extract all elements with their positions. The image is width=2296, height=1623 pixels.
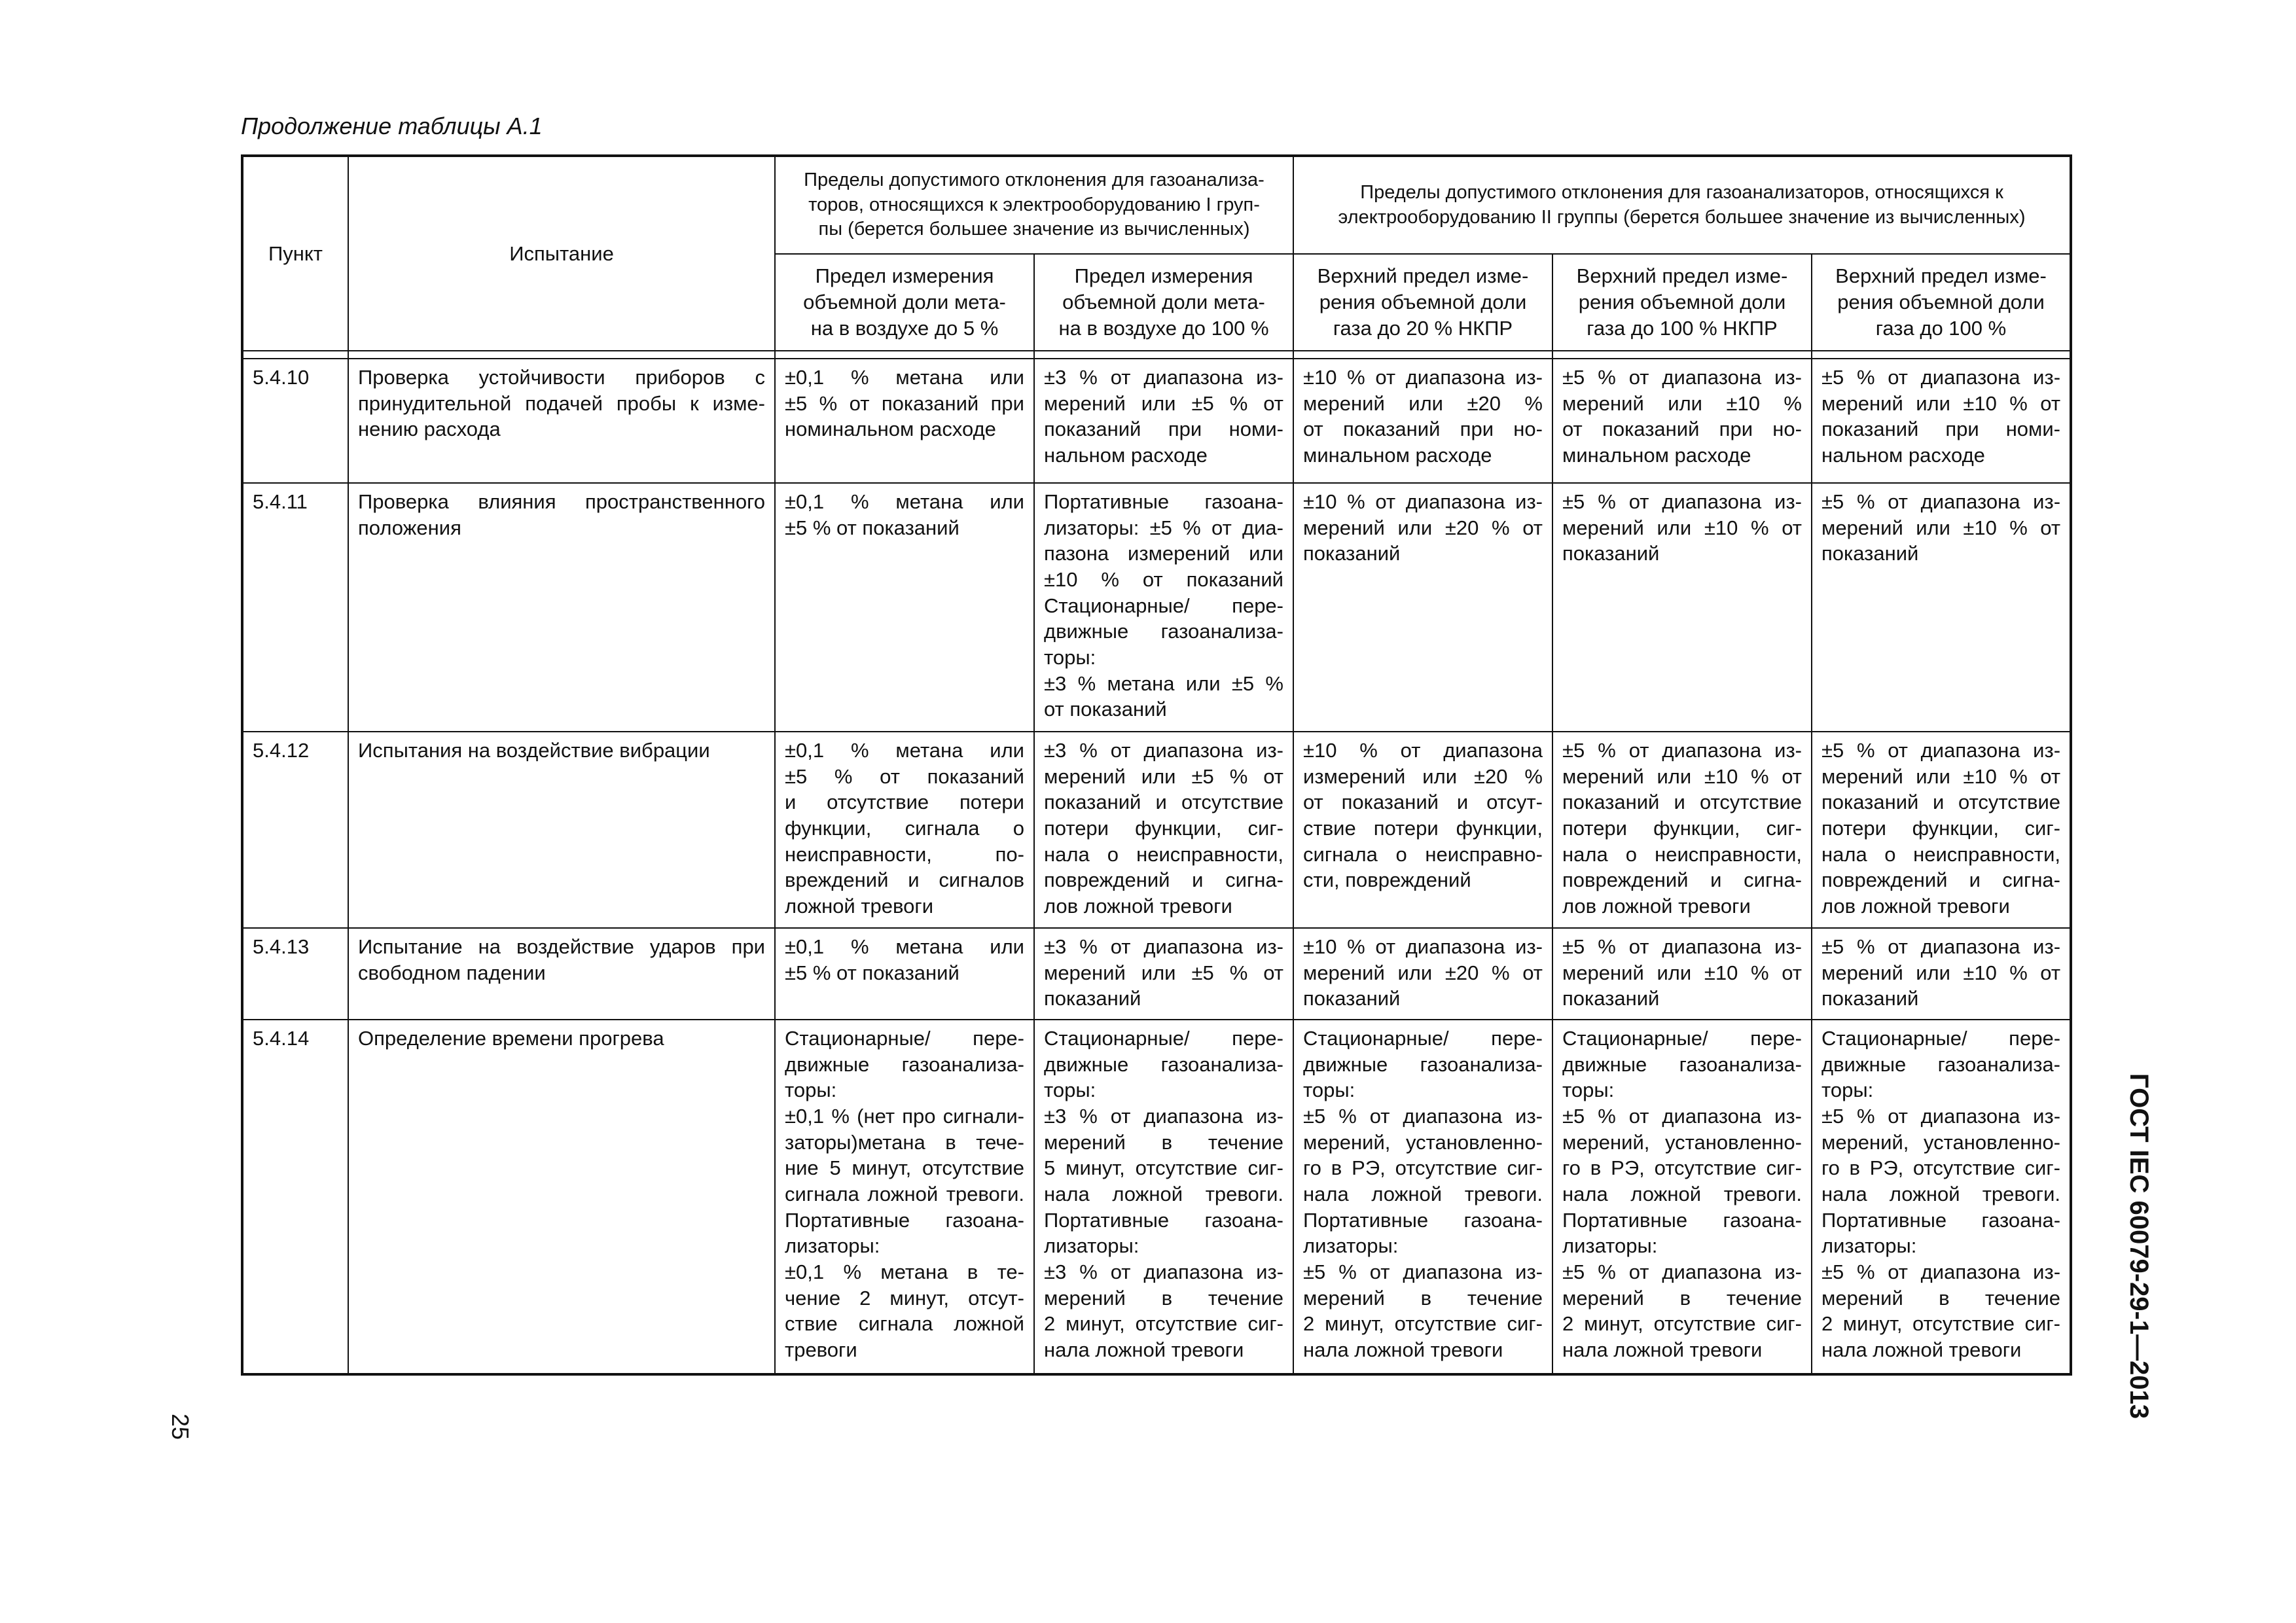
- cell-line: 2 минут, отсутствие сиг-: [1044, 1312, 1283, 1336]
- cell-line: нала ложной тревоги: [1562, 1338, 1763, 1362]
- cell-line: движные газоанализа-: [1562, 1052, 1802, 1076]
- cell-line: ±5 % от диапазона из-: [1821, 490, 2061, 513]
- cell-line: неисправности, по-: [785, 842, 1024, 866]
- cell-line: Предел измерения: [815, 264, 994, 288]
- cell-line: нальном расходе: [1044, 444, 1208, 467]
- cell-limit-5: [1812, 928, 2071, 1020]
- cell-line: показаний: [1303, 542, 1401, 565]
- cell-line: нению расхода: [358, 418, 501, 441]
- cell-line: лов ложной тревоги: [1044, 895, 1232, 918]
- cell-line: и отсутствие потери: [785, 791, 1024, 814]
- cell-line: мерений или ±10 % от: [1821, 516, 2061, 539]
- cell-line: показаний: [1821, 542, 1919, 565]
- cell-line: минальном расходе: [1562, 444, 1751, 467]
- cell-line: мерений, установленно-: [1821, 1130, 2061, 1154]
- cell-line: показаний: [1562, 987, 1660, 1010]
- cell-limit-5: [1812, 732, 2071, 928]
- cell-punkt: 5.4.14: [242, 1020, 348, 1374]
- table-caption: Продолжение таблицы А.1: [241, 113, 543, 139]
- cell-line: Проверка влияния пространственного: [358, 490, 765, 513]
- cell-line: объемной доли мета-: [803, 291, 1006, 314]
- cell-line: от показаний: [1044, 698, 1167, 721]
- cell-limit-1: [775, 732, 1034, 928]
- cell-line: ±0,1 % метана или: [785, 739, 1024, 762]
- cell-line: ±0,1 % (нет про сигнали-: [785, 1105, 1024, 1128]
- cell-line: ±0,1 % метана или: [785, 935, 1024, 958]
- cell-line: газа до 100 %: [1875, 316, 2007, 340]
- cell-line: ние 5 минут, отсутствие: [785, 1156, 1024, 1180]
- cell-line: мерений в течение: [1303, 1286, 1543, 1310]
- cell-line: ±10 % от диапазона из-: [1303, 366, 1543, 389]
- cell-limit-3: [1293, 732, 1552, 928]
- cell-line: Верхний предел изме-: [1576, 264, 1788, 288]
- cell-line: показаний: [1044, 987, 1141, 1010]
- cell-test: [348, 483, 775, 732]
- cell-line: потери функции, сиг-: [1562, 817, 1802, 840]
- cell-line: потери функции, сиг-: [1821, 817, 2061, 840]
- cell-line: электрооборудованию II группы (берется большее значение из вычисленных): [1338, 206, 2026, 228]
- cell-line: нала ложной тревоги: [1821, 1338, 2022, 1362]
- cell-test: [348, 359, 775, 483]
- cell-test: [348, 1020, 775, 1374]
- cell-line: го в РЭ, отсутствие сиг-: [1562, 1156, 1802, 1180]
- cell-line: Пределы допустимого отклонения для газоанализа-: [804, 169, 1265, 190]
- cell-line: сигнала о неисправно-: [1303, 842, 1543, 866]
- header-punkt: Пункт: [242, 156, 348, 351]
- cell-line: показаний: [1821, 987, 1919, 1010]
- cell-line: показаний и отсутствие: [1562, 791, 1802, 814]
- cell-line: минальном расходе: [1303, 444, 1492, 467]
- cell-limit-3: [1293, 928, 1552, 1020]
- cell-line: мерений или ±10 %: [1562, 391, 1802, 415]
- cell-line: ±5 % от диапазона из-: [1303, 1105, 1543, 1128]
- cell-line: Пределы допустимого отклонения для газоанализаторов, относящихся к: [1360, 181, 2003, 203]
- cell-line: ±5 % от диапазона из-: [1562, 1105, 1802, 1128]
- cell-line: Верхний предел изме-: [1835, 264, 2047, 288]
- cell-limit-3: [1293, 1020, 1552, 1374]
- cell-line: торов, относящихся к электрооборудованию I груп-: [808, 194, 1260, 215]
- cell-line: мерений или ±20 % от: [1303, 961, 1543, 984]
- cell-line: Стационарные/ пере-: [785, 1027, 1024, 1050]
- cell-line: тревоги: [785, 1338, 857, 1362]
- cell-line: газа до 100 % НКПР: [1587, 316, 1778, 340]
- cell-line: сигнала ложной тревоги.: [785, 1183, 1024, 1206]
- subheader-1: [775, 254, 1034, 351]
- cell-punkt: 5.4.12: [242, 732, 348, 928]
- cell-line: ±5 % от диапазона из-: [1821, 1260, 2061, 1284]
- cell-limit-1: [775, 359, 1034, 483]
- cell-line: мерений или ±5 % от: [1044, 764, 1283, 788]
- cell-line: Портативные газоана-: [1044, 1208, 1283, 1232]
- cell-line: ±5 % от показаний: [785, 961, 960, 984]
- cell-limit-1: [775, 928, 1034, 1020]
- cell-line: ложной тревоги: [785, 895, 934, 918]
- cell-line: измерений или ±20 %: [1303, 764, 1543, 788]
- cell-line: нала ложной тревоги.: [1044, 1183, 1283, 1206]
- cell-line: Верхний предел изме-: [1317, 264, 1529, 288]
- cell-line: Испытания на воздействие вибрации: [358, 739, 710, 762]
- cell-limit-5: [1812, 483, 2071, 732]
- cell-limit-4: [1552, 1020, 1812, 1374]
- cell-line: нала о неисправности,: [1044, 842, 1283, 866]
- cell-line: лизаторы:: [1821, 1234, 1917, 1258]
- cell-line: показаний и отсутствие: [1044, 791, 1283, 814]
- page-number: 25: [167, 1414, 194, 1440]
- cell-line: ±5 % от диапазона из-: [1562, 366, 1802, 389]
- cell-line: ±3 % от диапазона из-: [1044, 1105, 1283, 1128]
- cell-line: ±5 % от диапазона из-: [1303, 1260, 1543, 1284]
- cell-line: номинальном расходе: [785, 418, 996, 441]
- cell-line: мерений, установленно-: [1562, 1130, 1802, 1154]
- cell-line: Портативные газоана-: [1044, 490, 1283, 513]
- cell-line: от показаний при но-: [1562, 418, 1802, 441]
- cell-limit-1: [775, 483, 1034, 732]
- cell-line: ±5 % от диапазона из-: [1562, 935, 1802, 958]
- cell-line: функции, сигнала о: [785, 817, 1024, 840]
- cell-line: Портативные газоана-: [1562, 1208, 1802, 1232]
- cell-limit-2: [1034, 732, 1293, 928]
- cell-line: на в воздухе до 100 %: [1058, 316, 1269, 340]
- cell-limit-2: [1034, 928, 1293, 1020]
- table-row: [242, 732, 2071, 928]
- cell-punkt: 5.4.11: [242, 483, 348, 732]
- cell-line: показаний: [1562, 542, 1660, 565]
- cell-line: лизаторы:: [785, 1234, 880, 1258]
- cell-line: повреждений и сигна-: [1044, 868, 1283, 892]
- document-code: ГОСТ IEC 60079-29-1—2013: [2125, 1073, 2153, 1419]
- header-test: Испытание: [348, 156, 775, 351]
- cell-line: показаний при номи-: [1044, 418, 1283, 441]
- cell-line: торы:: [1044, 1079, 1096, 1102]
- cell-line: торы:: [1562, 1079, 1615, 1102]
- cell-limit-3: [1293, 483, 1552, 732]
- cell-line: показаний: [1303, 987, 1401, 1010]
- cell-line: мерений или ±10 % от: [1562, 516, 1802, 539]
- cell-line: нала ложной тревоги.: [1821, 1183, 2061, 1206]
- cell-line: лов ложной тревоги: [1562, 895, 1751, 918]
- cell-line: 2 минут, отсутствие сиг-: [1303, 1312, 1543, 1336]
- cell-line: газа до 20 % НКПР: [1333, 316, 1513, 340]
- cell-line: мерений или ±20 % от: [1303, 516, 1543, 539]
- cell-limit-3: [1293, 359, 1552, 483]
- cell-limit-5: [1812, 1020, 2071, 1374]
- cell-line: Стационарные/ пере-: [1044, 1027, 1283, 1050]
- cell-line: ±5 % от показаний: [785, 764, 1024, 788]
- cell-line: движные газоанализа-: [1044, 1052, 1283, 1076]
- cell-line: пы (берется большее значение из вычисленных): [818, 219, 1250, 240]
- cell-line: ±5 % от показаний при: [785, 391, 1024, 415]
- cell-line: повреждений и сигна-: [1821, 868, 2061, 892]
- header-group-2: [1293, 156, 2071, 254]
- cell-line: Определение времени прогрева: [358, 1027, 664, 1050]
- requirements-table: [241, 154, 2072, 1376]
- cell-line: торы:: [1821, 1079, 1874, 1102]
- cell-line: Стационарные/ пере-: [1044, 594, 1283, 617]
- cell-limit-4: [1552, 483, 1812, 732]
- cell-line: рения объемной доли: [1837, 291, 2045, 314]
- cell-limit-4: [1552, 928, 1812, 1020]
- cell-line: мерений или ±5 % от: [1044, 391, 1283, 415]
- cell-limit-2: [1034, 359, 1293, 483]
- cell-line: ствие потери функции,: [1303, 817, 1543, 840]
- cell-line: Испытание на воздействие ударов при: [358, 935, 765, 958]
- cell-line: ±3 % метана или ±5 %: [1044, 671, 1283, 695]
- cell-punkt: 5.4.10: [242, 359, 348, 483]
- cell-line: 2 минут, отсутствие сиг-: [1821, 1312, 2061, 1336]
- cell-line: от показаний при но-: [1303, 418, 1543, 441]
- cell-line: показаний при номи-: [1821, 418, 2061, 441]
- cell-line: мерений или ±5 % от: [1044, 961, 1283, 984]
- cell-line: свободном падении: [358, 961, 546, 984]
- cell-line: объемной доли мета-: [1062, 291, 1265, 314]
- cell-line: мерений или ±10 % от: [1562, 961, 1802, 984]
- cell-line: 5 минут, отсутствие сиг-: [1044, 1156, 1283, 1180]
- cell-line: мерений или ±20 %: [1303, 391, 1543, 415]
- subheader-5: [1812, 254, 2071, 351]
- cell-line: движные газоанализа-: [1303, 1052, 1543, 1076]
- cell-line: ±10 % от показаний: [1044, 568, 1283, 592]
- cell-line: ±0,1 % метана в те-: [785, 1260, 1024, 1284]
- cell-limit-1: [775, 1020, 1034, 1374]
- cell-line: мерений или ±10 % от: [1821, 961, 2061, 984]
- header-group-1: [775, 156, 1293, 254]
- cell-line: ±10 % от диапазона из-: [1303, 490, 1543, 513]
- cell-limit-5: [1812, 359, 2071, 483]
- cell-line: ±5 % от диапазона из-: [1821, 1105, 2061, 1128]
- subheader-3: [1293, 254, 1552, 351]
- table-row: [242, 928, 2071, 1020]
- cell-line: нала ложной тревоги: [1303, 1338, 1503, 1362]
- cell-line: ±5 % от диапазона из-: [1821, 935, 2061, 958]
- cell-line: ±5 % от диапазона из-: [1821, 366, 2061, 389]
- cell-line: на в воздухе до 5 %: [810, 316, 999, 340]
- cell-line: го в РЭ, отсутствие сиг-: [1303, 1156, 1543, 1180]
- cell-line: 2 минут, отсутствие сиг-: [1562, 1312, 1802, 1336]
- cell-line: ±5 % от диапазона из-: [1821, 739, 2061, 762]
- table-row: [242, 359, 2071, 483]
- cell-test: [348, 928, 775, 1020]
- cell-line: мерений в течение: [1821, 1286, 2061, 1310]
- cell-line: Проверка устойчивости приборов с: [358, 366, 765, 389]
- cell-line: принудительной подачей пробы к изме-: [358, 391, 765, 415]
- cell-test: [348, 732, 775, 928]
- subheader-4: [1552, 254, 1812, 351]
- cell-line: мерений или ±10 % от: [1821, 764, 2061, 788]
- cell-line: движные газоанализа-: [1044, 620, 1283, 643]
- table-row: [242, 483, 2071, 732]
- table-row: [242, 1020, 2071, 1374]
- cell-line: чение 2 минут, отсут-: [785, 1286, 1024, 1310]
- cell-limit-2: [1034, 483, 1293, 732]
- cell-line: лизаторы:: [1044, 1234, 1139, 1258]
- cell-line: ±0,1 % метана или: [785, 366, 1024, 389]
- cell-line: движные газоанализа-: [785, 1052, 1024, 1076]
- cell-line: рения объемной доли: [1319, 291, 1527, 314]
- cell-line: лизаторы: ±5 % от диа-: [1044, 516, 1283, 539]
- cell-line: нальном расходе: [1821, 444, 1985, 467]
- cell-limit-4: [1552, 359, 1812, 483]
- cell-line: ±0,1 % метана или: [785, 490, 1024, 513]
- cell-line: заторы)метана в тече-: [785, 1130, 1024, 1154]
- cell-line: пазона измерений или: [1044, 542, 1283, 565]
- cell-line: ствие сигнала ложной: [785, 1312, 1024, 1336]
- header-separator: [242, 351, 2071, 359]
- cell-line: го в РЭ, отсутствие сиг-: [1821, 1156, 2061, 1180]
- cell-line: мерений в течение: [1044, 1286, 1283, 1310]
- cell-line: лизаторы:: [1562, 1234, 1658, 1258]
- cell-line: Стационарные/ пере-: [1821, 1027, 2061, 1050]
- cell-line: лов ложной тревоги: [1821, 895, 2010, 918]
- cell-line: мерений или ±10 % от: [1821, 391, 2061, 415]
- cell-punkt: 5.4.13: [242, 928, 348, 1020]
- cell-line: нала ложной тревоги.: [1562, 1183, 1802, 1206]
- cell-limit-2: [1034, 1020, 1293, 1374]
- cell-line: нала о неисправности,: [1562, 842, 1802, 866]
- cell-line: мерений в течение: [1562, 1286, 1802, 1310]
- cell-line: нала о неисправности,: [1821, 842, 2061, 866]
- cell-line: рения объемной доли: [1578, 291, 1786, 314]
- cell-line: Стационарные/ пере-: [1303, 1027, 1543, 1050]
- cell-line: торы:: [1044, 646, 1096, 669]
- cell-line: потери функции, сиг-: [1044, 817, 1283, 840]
- cell-line: положения: [358, 516, 461, 539]
- subheader-2: [1034, 254, 1293, 351]
- cell-line: ±10 % от диапазона из-: [1303, 935, 1543, 958]
- cell-line: от показаний и отсут-: [1303, 791, 1543, 814]
- cell-line: вреждений и сигналов: [785, 868, 1024, 892]
- cell-line: ±3 % от диапазона из-: [1044, 366, 1283, 389]
- cell-line: ±5 % от диапазона из-: [1562, 739, 1802, 762]
- cell-line: ±5 % от диапазона из-: [1562, 490, 1802, 513]
- cell-line: ±3 % от диапазона из-: [1044, 739, 1283, 762]
- cell-line: ±5 % от показаний: [785, 516, 960, 539]
- cell-line: Портативные газоана-: [1821, 1208, 2061, 1232]
- cell-line: мерений или ±10 % от: [1562, 764, 1802, 788]
- cell-line: нала ложной тревоги.: [1303, 1183, 1543, 1206]
- cell-line: ±3 % от диапазона из-: [1044, 1260, 1283, 1284]
- cell-line: ±3 % от диапазона из-: [1044, 935, 1283, 958]
- cell-line: Стационарные/ пере-: [1562, 1027, 1802, 1050]
- cell-line: Портативные газоана-: [1303, 1208, 1543, 1232]
- cell-line: Портативные газоана-: [785, 1208, 1024, 1232]
- cell-line: показаний и отсутствие: [1821, 791, 2061, 814]
- cell-line: ±5 % от диапазона из-: [1562, 1260, 1802, 1284]
- cell-line: мерений, установленно-: [1303, 1130, 1543, 1154]
- cell-line: нала ложной тревоги: [1044, 1338, 1244, 1362]
- cell-line: торы:: [785, 1079, 837, 1102]
- cell-line: сти, повреждений: [1303, 868, 1471, 892]
- cell-line: ±10 % от диапазона: [1303, 739, 1543, 762]
- cell-line: мерений в течение: [1044, 1130, 1283, 1154]
- cell-line: движные газоанализа-: [1821, 1052, 2061, 1076]
- cell-line: торы:: [1303, 1079, 1355, 1102]
- cell-line: лизаторы:: [1303, 1234, 1399, 1258]
- cell-limit-4: [1552, 732, 1812, 928]
- cell-line: Предел измерения: [1074, 264, 1253, 288]
- cell-line: повреждений и сигна-: [1562, 868, 1802, 892]
